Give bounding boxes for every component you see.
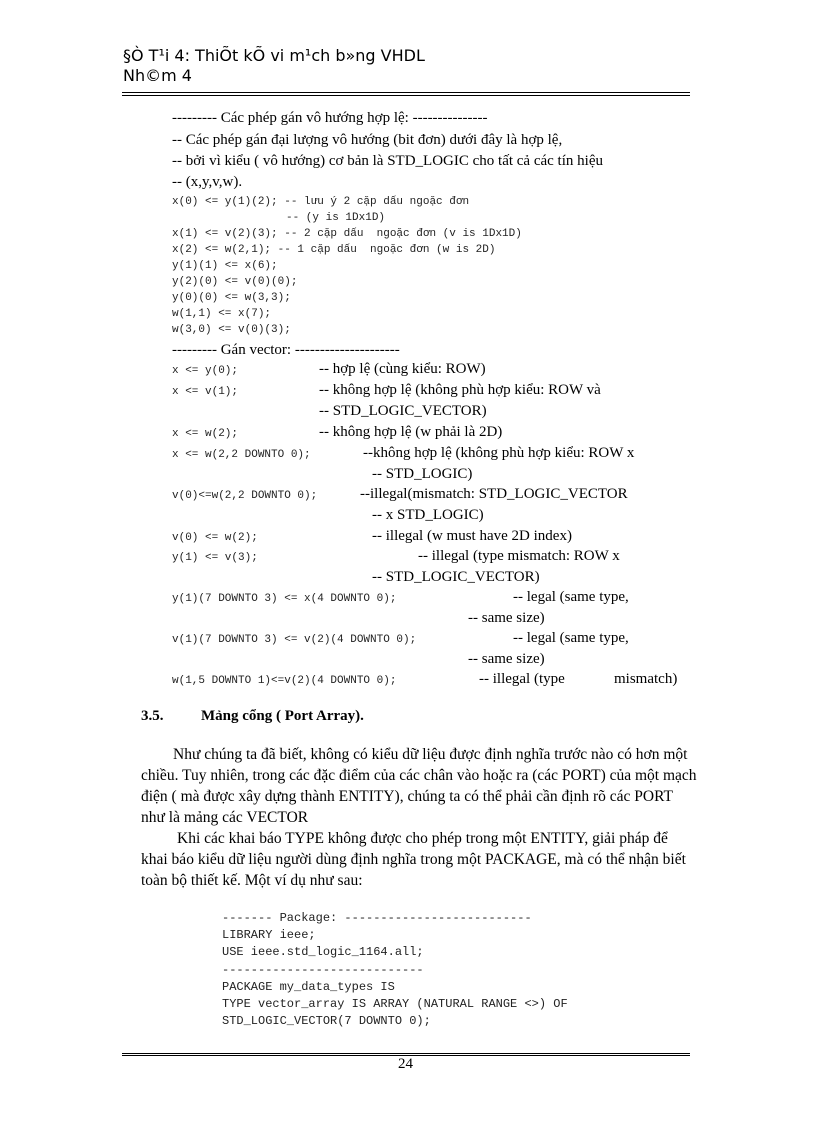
code-line: -- illegal (w must have 2D index) <box>372 528 572 544</box>
header-subtitle: Nh©m 4 <box>123 66 192 85</box>
code-line: y(0)(0) <= w(3,3); <box>172 292 291 304</box>
code-line: --------- Gán vector: --------------------- <box>172 342 400 358</box>
code-line: -- Các phép gán đại lượng vô hướng (bit đơn) dưới đây là hợp lệ, <box>172 132 563 148</box>
section-title: Mảng cổng ( Port Array). <box>201 708 364 724</box>
code-line: TYPE vector_array IS ARRAY (NATURAL RANGE <>) OF <box>222 997 568 1011</box>
code-line: x <= y(0); <box>172 365 239 377</box>
code-line: --------- Các phép gán vô hướng hợp lệ: --------------- <box>172 110 488 126</box>
section-number: 3.5. <box>141 708 164 724</box>
code-line: -- x STD_LOGIC) <box>372 507 484 523</box>
code-line: mismatch) <box>614 671 678 687</box>
code-line: v(0) <= w(2); <box>172 532 258 544</box>
page-header <box>123 46 425 86</box>
code-line: w(1,1) <= x(7); <box>172 308 272 320</box>
code-line: --illegal(mismatch: STD_LOGIC_VECTOR <box>360 486 628 502</box>
code-line: y(2)(0) <= v(0)(0); <box>172 276 298 288</box>
code-line: x(2) <= w(2,1); -- 1 cặp dấu ngoặc đơn (w is 2D) <box>172 244 496 256</box>
code-line: w(1,5 DOWNTO 1)<=v(2)(4 DOWNTO 0); <box>172 675 397 687</box>
code-line: v(1)(7 DOWNTO 3) <= v(2)(4 DOWNTO 0); <box>172 634 417 646</box>
code-line: x <= w(2,2 DOWNTO 0); <box>172 449 311 461</box>
code-line: -- hợp lệ (cùng kiểu: ROW) <box>319 361 486 377</box>
code-line: y(1) <= v(3); <box>172 552 258 564</box>
code-line: y(1)(1) <= x(6); <box>172 260 278 272</box>
code-line: ---------------------------- <box>222 962 424 977</box>
paragraph-1: Như chúng ta đã biết, không có kiểu dữ liệu được định nghĩa trước nào có hơn một chiều. Tuy nhiên, trong các đặc điểm của các chân vào hoặc ra (các PORT) của một mạch điện ( mà được xây dựng thành ENTITY), chúng ta có thể phải cần định rõ các PORT như là mảng các VECTOR <box>141 746 697 826</box>
code-line: -- không hợp lệ (w phải là 2D) <box>319 424 503 440</box>
code-line: -- illegal (type <box>479 671 565 687</box>
code-line: -- STD_LOGIC) <box>372 466 473 482</box>
code-line: -- same size) <box>468 610 545 626</box>
header-title: §Ò T¹i 4: ThiÕt kÕ vi m¹ch b»ng VHDL <box>123 46 425 65</box>
code-line: x <= w(2); <box>172 428 239 440</box>
code-line: -- illegal (type mismatch: ROW x <box>418 548 620 564</box>
code-line: STD_LOGIC_VECTOR(7 DOWNTO 0); <box>222 1014 431 1029</box>
code-line: -- không hợp lệ (không phù hợp kiểu: ROW và <box>319 382 601 398</box>
header-rule <box>122 92 690 96</box>
code-line: w(3,0) <= v(0)(3); <box>172 324 291 336</box>
code-line: x(0) <= y(1)(2); -- lưu ý 2 cặp dấu ngoặc đơn <box>172 196 470 208</box>
code-line: LIBRARY ieee; <box>222 928 316 943</box>
code-line: -- same size) <box>468 651 545 667</box>
paragraph-2: Khi các khai báo TYPE không được cho phép trong một ENTITY, giải pháp để khai báo kiểu dữ liệu người dùng định nghĩa trong một PACKAGE, mà có thể nhận biết toàn bộ thiết kế. Một ví dụ như sau: <box>141 830 686 889</box>
code-line: -- legal (same type, <box>513 589 629 605</box>
code-line: PACKAGE my_data_types IS <box>222 979 395 994</box>
code-line: -- STD_LOGIC_VECTOR) <box>372 569 540 585</box>
code-line: -- STD_LOGIC_VECTOR) <box>319 403 487 419</box>
page-number: 24 <box>398 1056 413 1072</box>
code-line: x <= v(1); <box>172 386 239 398</box>
code-line: -- bởi vì kiểu ( vô hướng) cơ bản là STD_LOGIC cho tất cả các tín hiệu <box>172 153 603 169</box>
code-line: USE ieee.std_logic_1164.all; <box>222 945 424 960</box>
code-line: ------- Package: -------------------------- <box>222 911 532 925</box>
code-line: -- (y is 1Dx1D) <box>286 212 386 224</box>
code-line: x(1) <= v(2)(3); -- 2 cặp dấu ngoặc đơn (v is 1Dx1D) <box>172 228 522 240</box>
code-line: --không hợp lệ (không phù hợp kiểu: ROW x <box>363 445 635 461</box>
code-line: -- legal (same type, <box>513 630 629 646</box>
code-line: -- (x,y,v,w). <box>172 174 243 190</box>
code-line: v(0)<=w(2,2 DOWNTO 0); <box>172 490 318 502</box>
code-line: y(1)(7 DOWNTO 3) <= x(4 DOWNTO 0); <box>172 593 397 605</box>
